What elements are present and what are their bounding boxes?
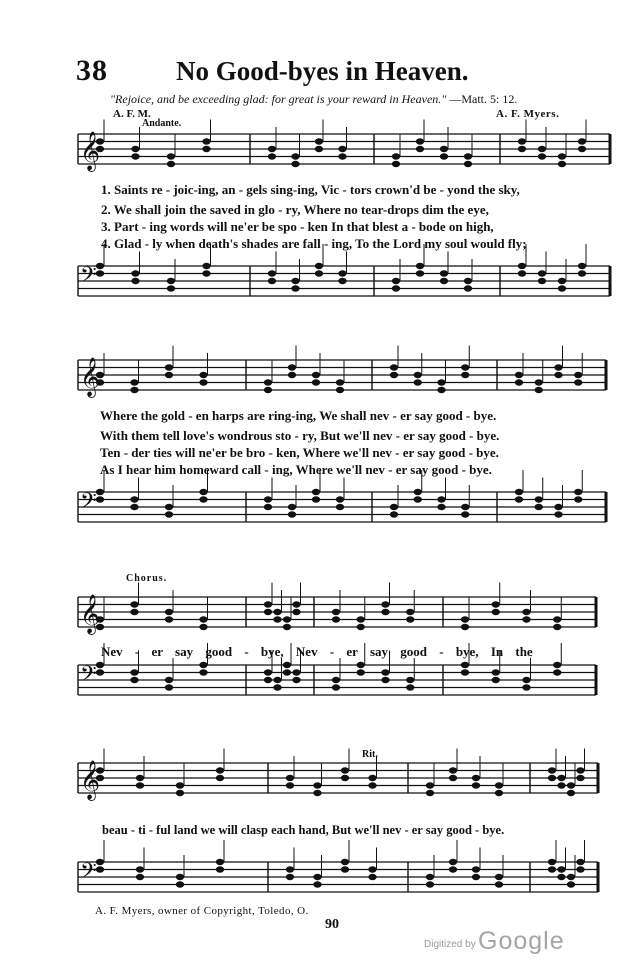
note-head	[136, 782, 144, 788]
note-head	[522, 684, 530, 690]
note-head	[165, 504, 173, 510]
note-head	[315, 138, 323, 144]
note-head	[461, 364, 469, 370]
note-head	[268, 278, 276, 284]
note-head	[578, 138, 586, 144]
note-head	[426, 782, 434, 788]
verse-1-line-1: 1. Saints re - joic-ing, an - gels sing-ing, Vic - tors crown'd be - yond the sky,	[101, 182, 520, 197]
epigraph-reference: —Matt. 5: 12.	[449, 92, 518, 106]
note-head	[264, 379, 272, 385]
note-head	[176, 881, 184, 887]
note-head	[461, 504, 469, 510]
note-head	[574, 496, 582, 502]
note-head	[522, 616, 530, 622]
note-head	[538, 270, 546, 276]
note-head	[368, 866, 376, 872]
note-head	[416, 263, 424, 269]
note-head	[216, 859, 224, 865]
note-head	[472, 782, 480, 788]
note-head	[553, 616, 561, 622]
note-head	[136, 874, 144, 880]
note-head	[292, 601, 300, 607]
note-head	[273, 684, 281, 690]
note-head	[216, 866, 224, 872]
note-head	[557, 874, 565, 880]
note-head	[165, 677, 173, 683]
note-head	[268, 146, 276, 152]
note-head	[368, 782, 376, 788]
note-head	[492, 601, 500, 607]
treble-clef-icon: 𝄞	[80, 357, 101, 397]
note-head	[292, 609, 300, 615]
note-head	[558, 278, 566, 284]
note-head	[96, 496, 104, 502]
note-head	[216, 775, 224, 781]
note-head	[495, 790, 503, 796]
note-head	[288, 511, 296, 517]
composer-name: A. F. Myers.	[496, 108, 560, 120]
note-head	[332, 616, 340, 622]
note-head	[553, 669, 561, 675]
note-head	[492, 669, 500, 675]
note-head	[535, 496, 543, 502]
note-head	[291, 278, 299, 284]
note-head	[440, 270, 448, 276]
clefs	[80, 131, 100, 889]
note-head	[414, 489, 422, 495]
note-head	[131, 153, 139, 159]
note-head	[130, 379, 138, 385]
note-head	[390, 504, 398, 510]
note-head	[136, 866, 144, 872]
note-head	[341, 775, 349, 781]
note-head	[357, 624, 365, 630]
note-head	[535, 387, 543, 393]
note-head	[292, 677, 300, 683]
note-head	[437, 496, 445, 502]
note-head	[268, 153, 276, 159]
note-head	[216, 767, 224, 773]
note-head	[131, 270, 139, 276]
note-head	[518, 263, 526, 269]
note-head	[165, 372, 173, 378]
note-head	[312, 372, 320, 378]
note-head	[553, 662, 561, 668]
hymn-title: No Good-byes in Heaven.	[176, 56, 469, 86]
note-head	[461, 669, 469, 675]
note-head	[312, 489, 320, 495]
note-head	[332, 677, 340, 683]
note-head	[548, 859, 556, 865]
note-head	[518, 138, 526, 144]
note-head	[264, 609, 272, 615]
note-head	[558, 153, 566, 159]
note-head	[449, 859, 457, 865]
note-head	[202, 270, 210, 276]
note-head	[578, 270, 586, 276]
note-head	[416, 146, 424, 152]
note-head	[283, 624, 291, 630]
note-head	[357, 662, 365, 668]
note-head	[286, 782, 294, 788]
note-head	[574, 489, 582, 495]
note-head	[406, 684, 414, 690]
note-head	[392, 153, 400, 159]
note-head	[313, 874, 321, 880]
note-head	[472, 874, 480, 880]
note-head	[315, 270, 323, 276]
tempo-marking: Andante.	[142, 118, 182, 129]
note-head	[548, 866, 556, 872]
note-head	[130, 677, 138, 683]
note-head	[381, 609, 389, 615]
note-head	[515, 379, 523, 385]
note-head	[283, 662, 291, 668]
note-head	[557, 775, 565, 781]
note-head	[392, 161, 400, 167]
note-head	[286, 874, 294, 880]
note-head	[273, 609, 281, 615]
note-head	[461, 662, 469, 668]
note-head	[199, 616, 207, 622]
note-head	[567, 790, 575, 796]
chorus-line-1: Nev - er say good - bye, Nev - er say good - bye, In the	[101, 644, 533, 659]
verse-3-line-1: 3. Part - ing words will ne'er be spo - ken In that blest a - bode on high,	[101, 219, 494, 234]
note-head	[273, 616, 281, 622]
note-head	[292, 669, 300, 675]
note-head	[312, 496, 320, 502]
note-head	[165, 364, 173, 370]
verse-3-line-2: Ten - der ties will ne'er be bro - ken, Where we'll nev - er say good - bye.	[100, 445, 499, 460]
copyright-notice: A. F. Myers, owner of Copyright, Toledo, O.	[95, 905, 309, 917]
note-head	[578, 263, 586, 269]
note-head	[336, 387, 344, 393]
note-head	[130, 387, 138, 393]
note-head	[576, 767, 584, 773]
note-head	[338, 270, 346, 276]
note-head	[315, 263, 323, 269]
note-head	[291, 161, 299, 167]
note-head	[264, 387, 272, 393]
note-head	[167, 285, 175, 291]
note-head	[464, 161, 472, 167]
note-head	[165, 616, 173, 622]
note-head	[472, 866, 480, 872]
note-head	[199, 372, 207, 378]
note-head	[548, 775, 556, 781]
verse-2-line-2: With them tell love's wondrous sto - ry, But we'll nev - er say good - bye.	[100, 428, 500, 443]
note-head	[426, 881, 434, 887]
note-head	[492, 609, 500, 615]
note-head	[440, 278, 448, 284]
note-head	[167, 153, 175, 159]
note-head	[312, 379, 320, 385]
note-head	[341, 859, 349, 865]
bass-clef-icon: 𝄢	[80, 263, 97, 293]
note-head	[96, 662, 104, 668]
note-head	[313, 790, 321, 796]
note-head	[381, 677, 389, 683]
note-head	[554, 372, 562, 378]
note-head	[461, 511, 469, 517]
note-head	[176, 874, 184, 880]
note-head	[518, 270, 526, 276]
note-head	[165, 609, 173, 615]
note-head	[357, 669, 365, 675]
note-head	[567, 782, 575, 788]
note-head	[554, 511, 562, 517]
note-head	[495, 782, 503, 788]
note-head	[96, 263, 104, 269]
verse-1-line-2: Where the gold - en harps are ring-ing, We shall nev - er say good - bye.	[100, 408, 497, 423]
note-head	[440, 153, 448, 159]
note-head	[338, 153, 346, 159]
note-head	[515, 496, 523, 502]
digitized-by-label: Digitized by	[424, 939, 476, 950]
page-number: 90	[325, 917, 339, 932]
note-head	[199, 379, 207, 385]
note-head	[286, 866, 294, 872]
note-head	[313, 881, 321, 887]
note-head	[341, 866, 349, 872]
note-head	[461, 624, 469, 630]
note-head	[199, 496, 207, 502]
note-head	[464, 153, 472, 159]
note-head	[96, 859, 104, 865]
note-head	[392, 285, 400, 291]
treble-clef-icon: 𝄞	[80, 760, 101, 800]
note-head	[416, 138, 424, 144]
note-head	[492, 677, 500, 683]
note-head	[558, 285, 566, 291]
note-head	[557, 782, 565, 788]
note-head	[136, 775, 144, 781]
note-head	[538, 278, 546, 284]
note-head	[515, 489, 523, 495]
note-head	[131, 146, 139, 152]
note-head	[176, 782, 184, 788]
note-head	[332, 684, 340, 690]
note-head	[268, 270, 276, 276]
note-head	[390, 372, 398, 378]
note-head	[273, 677, 281, 683]
note-head	[130, 496, 138, 502]
google-watermark: Google	[478, 927, 565, 955]
note-head	[130, 504, 138, 510]
note-head	[199, 489, 207, 495]
meter-marking: A. F. M.	[113, 108, 151, 120]
note-head	[176, 790, 184, 796]
note-head	[576, 859, 584, 865]
note-head	[165, 684, 173, 690]
note-head	[288, 504, 296, 510]
note-head	[449, 775, 457, 781]
note-head	[437, 379, 445, 385]
note-head	[199, 669, 207, 675]
note-head	[96, 866, 104, 872]
note-head	[288, 364, 296, 370]
note-head	[332, 609, 340, 615]
note-head	[130, 601, 138, 607]
note-head	[381, 669, 389, 675]
note-head	[414, 372, 422, 378]
note-head	[264, 601, 272, 607]
note-head	[315, 146, 323, 152]
note-head	[538, 146, 546, 152]
note-head	[437, 504, 445, 510]
note-head	[202, 138, 210, 144]
bass-clef-icon: 𝄢	[80, 859, 97, 889]
note-head	[341, 767, 349, 773]
note-head	[535, 379, 543, 385]
note-head	[426, 874, 434, 880]
note-head	[522, 677, 530, 683]
note-head	[130, 669, 138, 675]
note-head	[202, 146, 210, 152]
note-head	[390, 364, 398, 370]
note-head	[406, 609, 414, 615]
note-head	[96, 270, 104, 276]
note-head	[199, 624, 207, 630]
note-head	[440, 146, 448, 152]
note-head	[357, 616, 365, 622]
note-head	[264, 669, 272, 675]
note-head	[495, 874, 503, 880]
epigraph-text: "Rejoice, and be exceeding glad: for great is your reward in Heaven."	[110, 92, 447, 106]
note-head	[538, 153, 546, 159]
note-head	[558, 161, 566, 167]
note-head	[390, 511, 398, 517]
note-head	[165, 511, 173, 517]
note-head	[264, 677, 272, 683]
note-head	[199, 662, 207, 668]
note-head	[554, 504, 562, 510]
note-head	[167, 161, 175, 167]
treble-clef-icon: 𝄞	[80, 131, 101, 171]
note-head	[131, 278, 139, 284]
hymn-number: 38	[76, 54, 108, 87]
note-head	[96, 669, 104, 675]
note-head	[368, 775, 376, 781]
bass-clef-icon: 𝄢	[80, 489, 97, 519]
note-head	[336, 379, 344, 385]
note-head	[338, 146, 346, 152]
note-head	[535, 504, 543, 510]
note-head	[202, 263, 210, 269]
note-head	[449, 767, 457, 773]
note-head	[283, 669, 291, 675]
note-head	[576, 775, 584, 781]
note-head	[414, 496, 422, 502]
note-head	[574, 379, 582, 385]
note-head	[336, 496, 344, 502]
note-head	[578, 146, 586, 152]
note-head	[449, 866, 457, 872]
treble-clef-icon: 𝄞	[80, 594, 101, 634]
chorus-label: Chorus.	[126, 573, 168, 584]
note-head	[286, 775, 294, 781]
note-head	[574, 372, 582, 378]
note-head	[381, 601, 389, 607]
note-head	[426, 790, 434, 796]
note-head	[461, 372, 469, 378]
note-head	[96, 489, 104, 495]
note-head	[368, 874, 376, 880]
note-head	[291, 153, 299, 159]
note-head	[264, 504, 272, 510]
note-head	[406, 616, 414, 622]
note-head	[167, 278, 175, 284]
note-head	[464, 278, 472, 284]
note-head	[567, 881, 575, 887]
note-head	[522, 609, 530, 615]
note-head	[338, 278, 346, 284]
note-head	[576, 866, 584, 872]
note-head	[553, 624, 561, 630]
bass-clef-icon: 𝄢	[80, 662, 97, 692]
note-head	[414, 379, 422, 385]
note-head	[554, 364, 562, 370]
note-head	[288, 372, 296, 378]
chorus-line-2: beau - ti - ful land we will clasp each hand, But we'll nev - er say good - bye.	[102, 823, 505, 837]
note-head	[472, 775, 480, 781]
note-head	[437, 387, 445, 393]
note-head	[130, 609, 138, 615]
note-head	[336, 504, 344, 510]
note-head	[461, 616, 469, 622]
note-head	[557, 866, 565, 872]
note-head	[283, 616, 291, 622]
note-head	[416, 270, 424, 276]
note-head	[464, 285, 472, 291]
verse-4-line-2: As I hear him homeward call - ing, Where we'll nev - er say good - bye.	[100, 462, 492, 477]
note-head	[567, 874, 575, 880]
verse-2-line-1: 2. We shall join the saved in glo - ry, Where no tear-drops dim the eye,	[101, 202, 489, 217]
note-head	[518, 146, 526, 152]
note-head	[313, 782, 321, 788]
verse-4-line-1: 4. Glad - ly when death's shades are fall - ing, To the Lord my soul would fly;	[101, 236, 527, 251]
ritardando-marking: Rit.	[362, 749, 378, 760]
note-head	[495, 881, 503, 887]
note-head	[291, 285, 299, 291]
note-head	[264, 496, 272, 502]
note-head	[515, 372, 523, 378]
note-head	[392, 278, 400, 284]
note-head	[548, 767, 556, 773]
note-head	[406, 677, 414, 683]
